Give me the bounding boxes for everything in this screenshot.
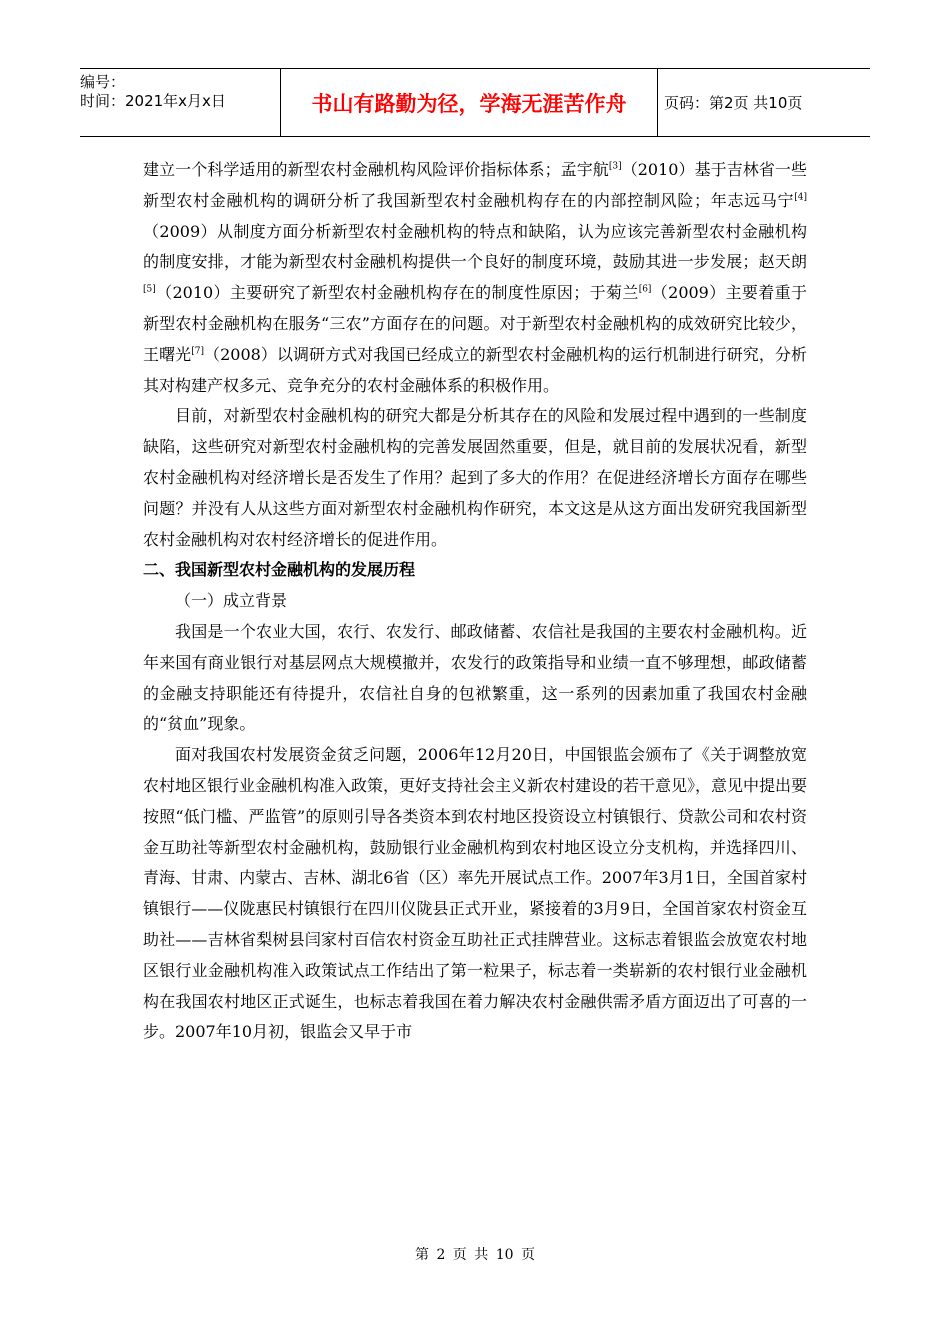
document-date: 时间：2021年x月x日: [80, 92, 226, 110]
citation-4: [4]: [794, 192, 807, 203]
header-motto: 书山有路勤为径，学海无涯苦作舟: [280, 69, 658, 136]
document-number-label: 编号：: [80, 73, 126, 91]
paragraph-background: 我国是一个农业大国，农行、农发行、邮政储蓄、农信社是我国的主要农村金融机构。近年来国有商业银行对基层网点大规模撤并，农发行的政策指导和业绩一直不够理想，邮政储蓄的金融支持职能还有待提升，农信社自身的包袱繁重，这一系列的因素加重了我国农村金融的“贫血”现象。: [143, 621, 807, 734]
header-page-info: 页码：第2页 共10页: [664, 94, 803, 112]
citation-7: [7]: [191, 346, 204, 357]
paragraph-research-gap: 目前，对新型农村金融机构的研究大都是分析其存在的风险和发展过程中遇到的一些制度缺陷，这些研究对新型农村金融机构的完善发展固然重要，但是，就目前的发展状况看，新型农村金融机构对经济增长是否发生了作用？起到了多大的作用？在促进经济增长方面存在哪些问题？并没有人从这些方面对新型农村金融机构作研究，本文这是从这方面出发研究我国新型农村金融机构对农村经济增长的促进作用。: [143, 406, 807, 549]
paragraph-literature-review: 建立一个科学适用的新型农村金融机构风险评价指标体系；孟宇航[3]（2010）基于吉林省一些新型农村金融机构的调研分析了我国新型农村金融机构存在的内部控制风险；年志远马宁[4]（2009）从制度方面分析新型农村金融机构的特点和缺陷，认为应该完善新型农村金融机构的制度安排，才能为新型农村金融机构提供一个良好的制度环境，鼓励其进一步发展；赵天朗[5]（2010）主要研究了新型农村金融机构存在的制度性原因；于菊兰[6]（2009）主要着重于新型农村金融机构在服务“三农”方面存在的问题。对于新型农村金融机构的成效研究比较少，王曙光[7]（2008）以调研方式对我国已经成立的新型农村金融机构的运行机制进行研究，分析其对构建产权多元、竞争充分的农村金融体系的积极作用。: [143, 160, 807, 395]
paragraph-policy: 面对我国农村发展资金贫乏问题，2006年12月20日，中国银监会颁布了《关于调整放宽农村地区银行业金融机构准入政策，更好支持社会主义新农村建设的若干意见》，意见中提出要按照“低门槛、严监管”的原则引导各类资本到农村地区投资设立村镇银行、贷款公司和农村资金互助社等新型农村金融机构，鼓励银行业金融机构到农村地区设立分支机构，并选择四川、青海、甘肃、内蒙古、吉林、湖北6省（区）率先开展试点工作。2007年3月1日，全国首家村镇银行——仪陇惠民村镇银行在四川仪陇县正式开业，紧接着的3月9日，全国首家农村资金互助社——吉林省梨树县闫家村百信农村资金互助社正式挂牌营业。这标志着银监会放宽农村地区银行业金融机构准入政策试点工作结出了第一粒果子，标志着一类崭新的农村银行业金融机构在我国农村地区正式诞生，也标志着我国在着力解决农村金融供需矛盾方面迈出了可喜的一步。2007年10月初，银监会又早于市: [143, 745, 808, 1042]
section-heading: 二、我国新型农村金融机构的发展历程: [143, 560, 416, 580]
citation-6: [6]: [638, 284, 652, 295]
citation-3: [3]: [608, 161, 622, 172]
citation-5: [5]: [143, 284, 156, 295]
subsection-heading: （一）成立背景: [175, 591, 288, 611]
document-body: [143, 155, 807, 1048]
header-meta: [80, 69, 280, 136]
page-footer: 第 2 页 共 10 页: [415, 1247, 535, 1263]
page-header: [80, 68, 870, 137]
